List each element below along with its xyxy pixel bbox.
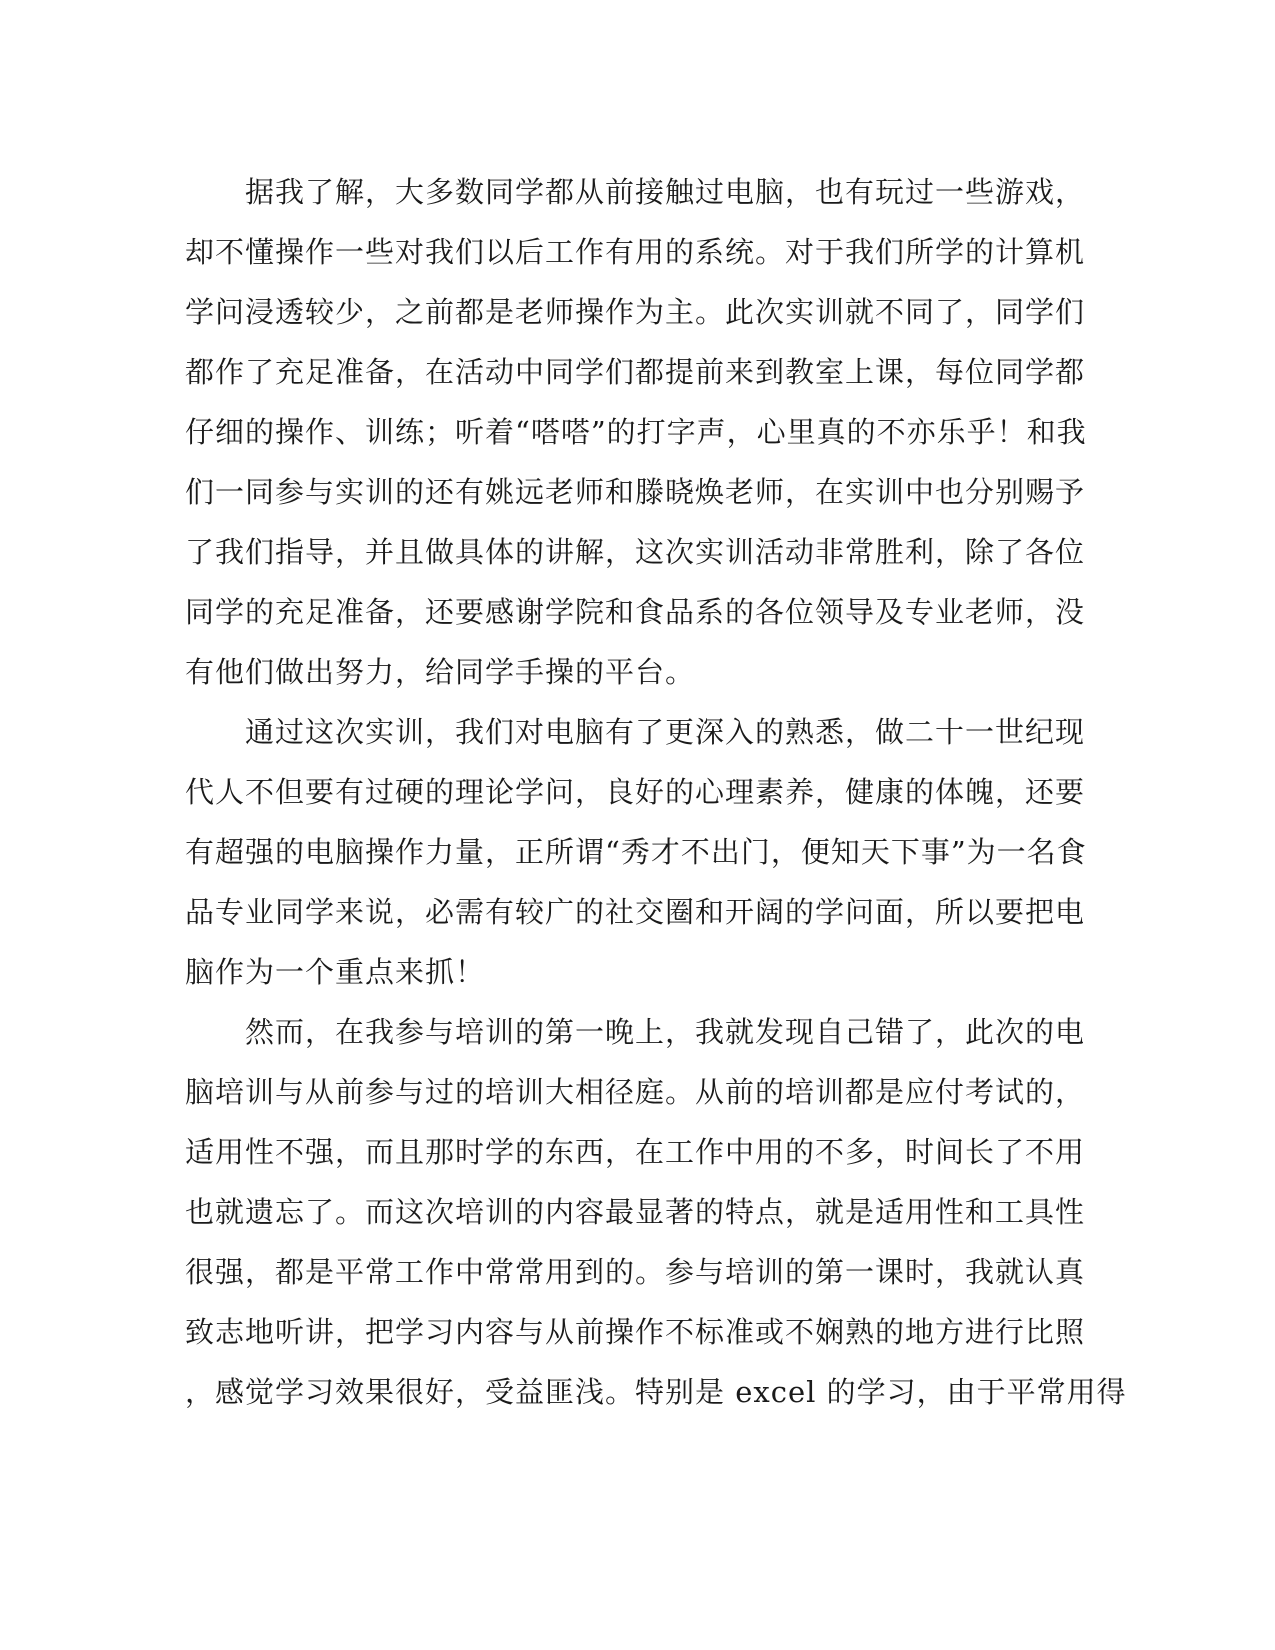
text-line: 代人不但要有过硬的理论学问，良好的心理素养，健康的体魄，还要 [185,775,1086,809]
text-line: 同学的充足准备，还要感谢学院和食品系的各位领导及专业老师，没 [185,595,1086,629]
text-line: 了我们指导，并且做具体的讲解，这次实训活动非常胜利，除了各位 [185,535,1086,569]
text-line: 有超强的电脑操作力量，正所谓“秀才不出门，便知天下事”为一名食 [185,835,1087,869]
text-line: 很强，都是平常工作中常常用到的。参与培训的第一课时，我就认真 [185,1255,1086,1289]
body-text [185,162,1127,1422]
text-line: 然而，在我参与培训的第一晚上，我就发现自己错了，此次的电 [185,1015,1086,1049]
paragraph-1 [185,162,1087,702]
text-line: 通过这次实训，我们对电脑有了更深入的熟悉，做二十一世纪现 [185,715,1086,749]
text-line: 适用性不强，而且那时学的东西，在工作中用的不多，时间长了不用 [185,1135,1086,1169]
text-line: ，感觉学习效果很好，受益匪浅。特别是 excel 的学习，由于平常用得 [185,1375,1127,1409]
text-line: 脑作为一个重点来抓！ [185,955,486,989]
text-line: 致志地听讲，把学习内容与从前操作不标准或不娴熟的地方进行比照 [185,1315,1086,1349]
text-line: 品专业同学来说，必需有较广的社交圈和开阔的学问面，所以要把电 [185,895,1086,929]
text-line: 也就遗忘了。而这次培训的内容最显著的特点，就是适用性和工具性 [185,1195,1086,1229]
text-line: 据我了解，大多数同学都从前接触过电脑，也有玩过一些游戏， [185,175,1086,209]
paragraph-2 [185,702,1087,1002]
text-line: 都作了充足准备，在活动中同学们都提前来到教室上课，每位同学都 [185,355,1086,389]
text-line: 有他们做出努力，给同学手操的平台。 [185,655,696,689]
text-line: 脑培训与从前参与过的培训大相径庭。从前的培训都是应付考试的， [185,1075,1086,1109]
text-line: 们一同参与实训的还有姚远老师和滕晓焕老师，在实训中也分别赐予 [185,475,1086,509]
text-line: 学问浸透较少，之前都是老师操作为主。此次实训就不同了，同学们 [185,295,1086,329]
paragraph-3 [185,1002,1127,1422]
text-line: 仔细的操作、训练；听着“嗒嗒”的打字声，心里真的不亦乐乎！和我 [185,415,1087,449]
text-line: 却不懂操作一些对我们以后工作有用的系统。对于我们所学的计算机 [185,235,1086,269]
